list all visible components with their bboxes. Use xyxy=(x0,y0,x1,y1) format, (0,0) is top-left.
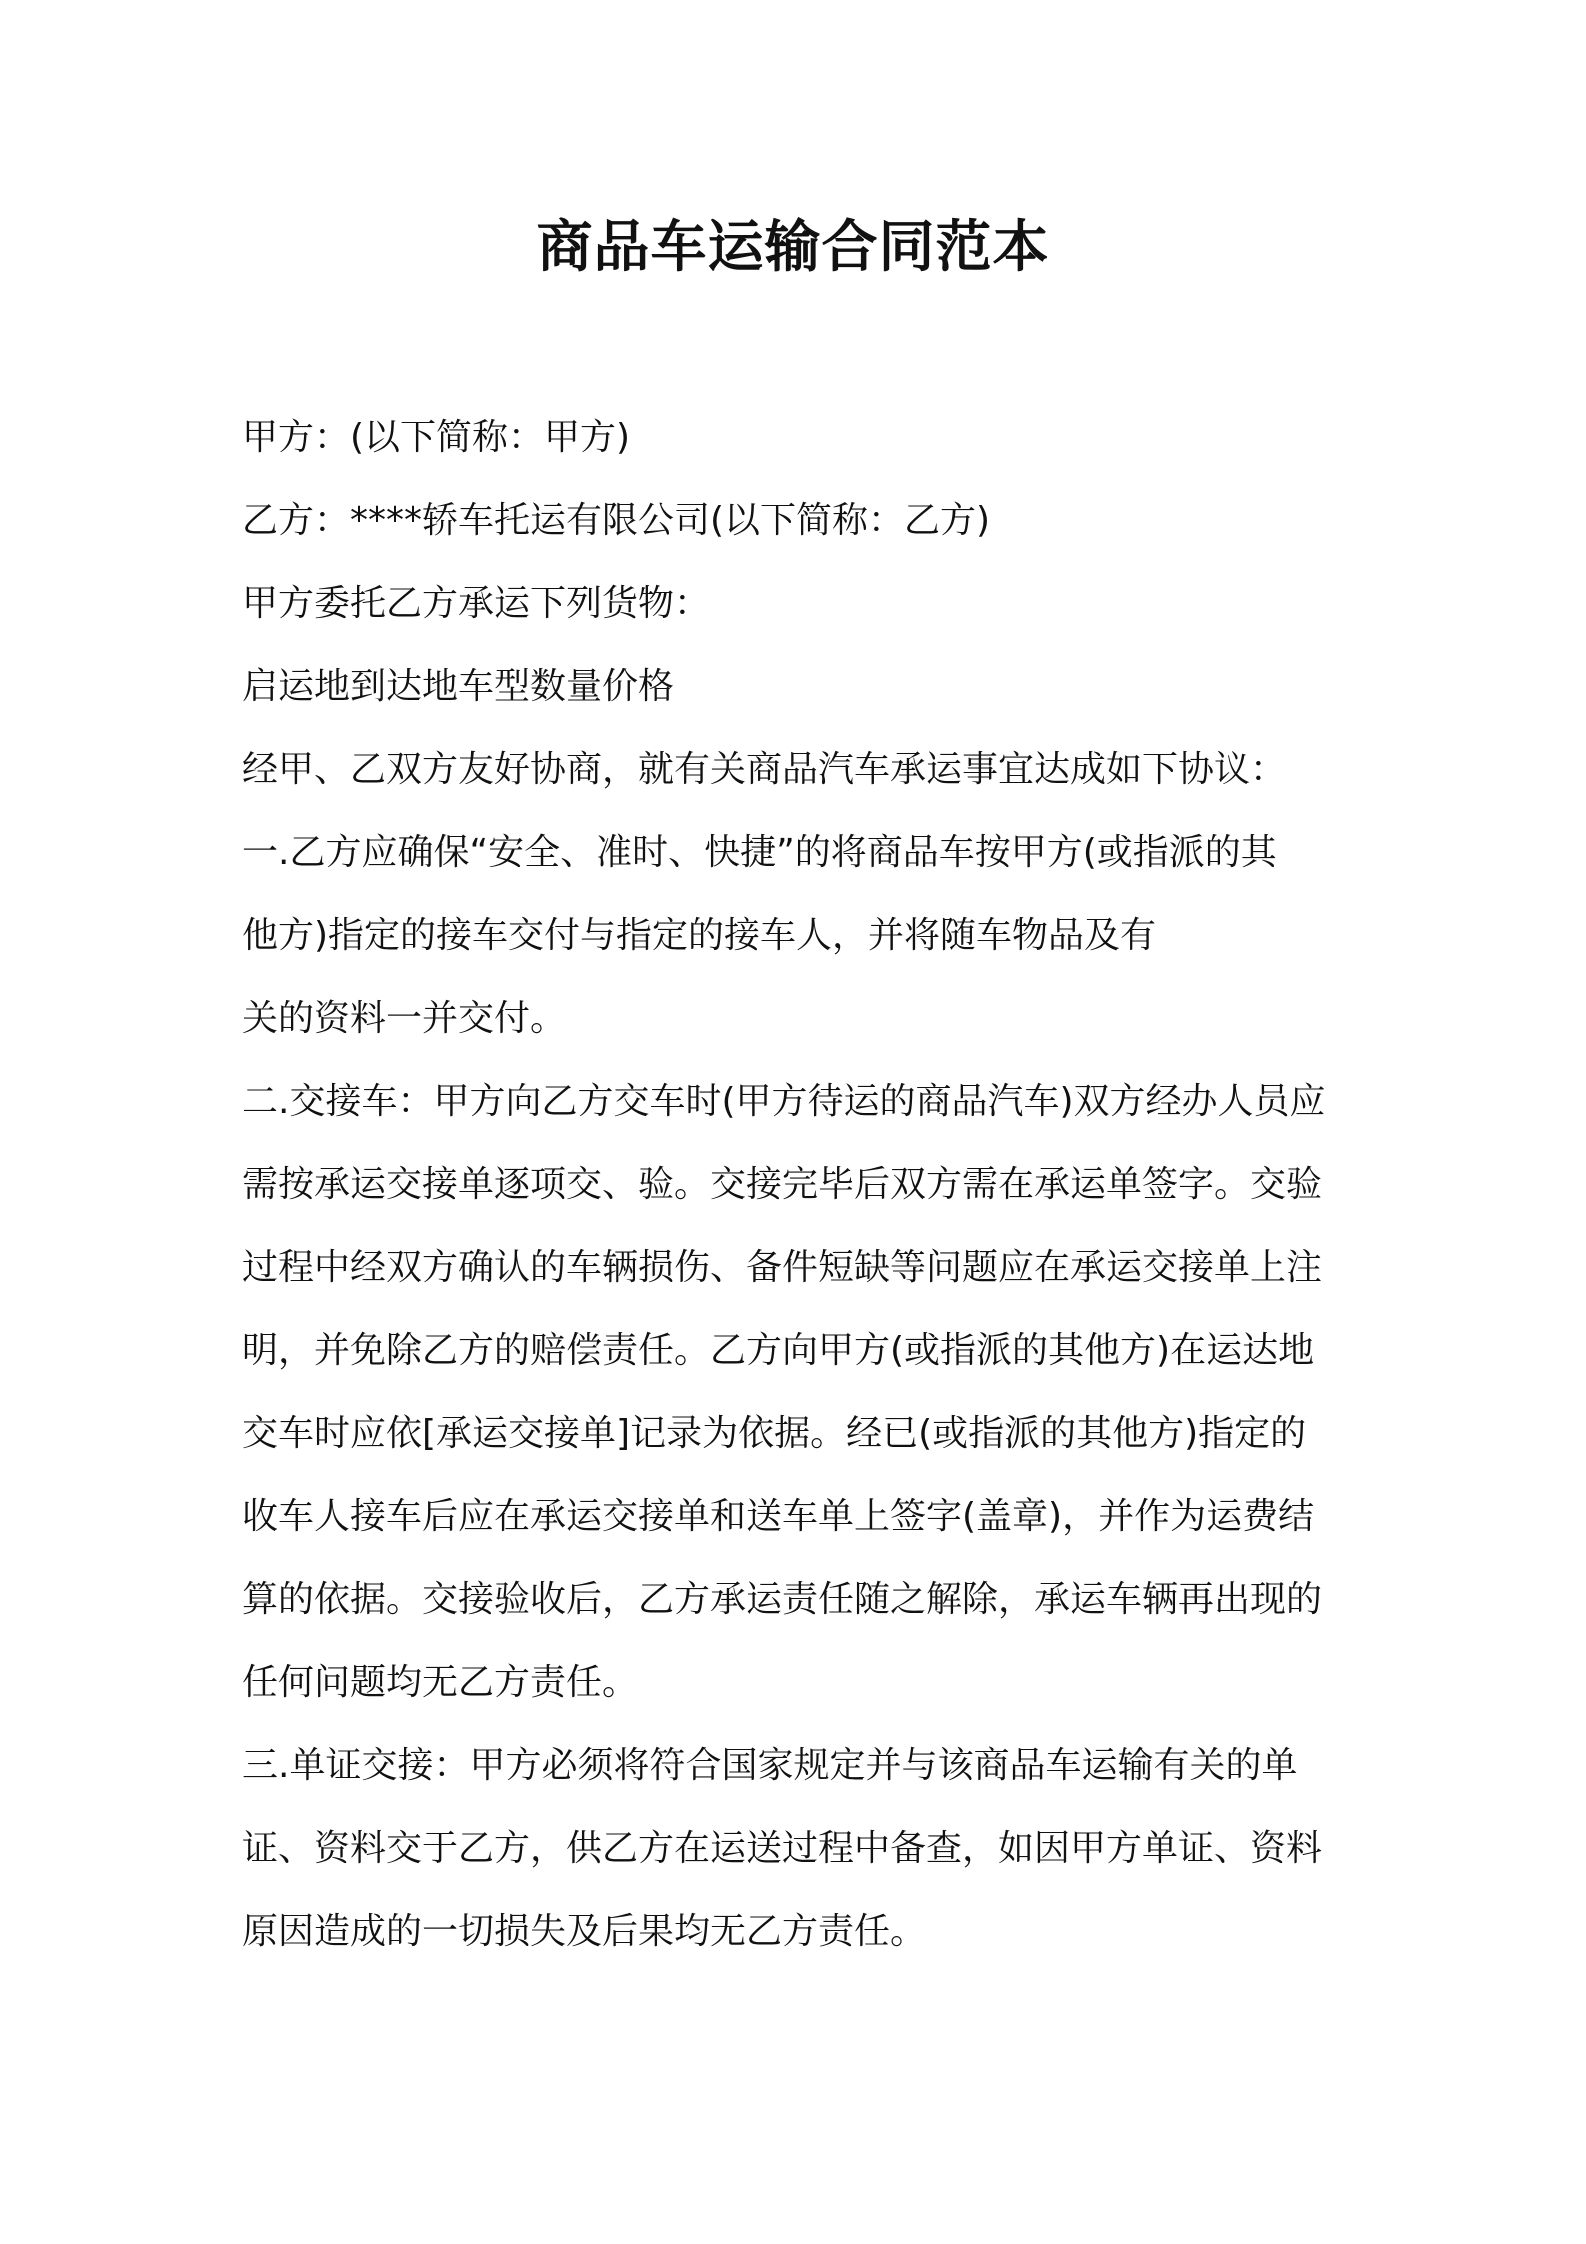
text-line-clause-1: 一.乙方应确保“安全、准时、快捷”的将商品车按甲方(或指派的其 xyxy=(242,832,1277,873)
text-line-cargo-header: 启运地到达地车型数量价格 xyxy=(242,666,675,707)
text-line-clause-2: 算的依据。交接验收后，乙方承运责任随之解除，承运车辆再出现的 xyxy=(242,1579,1323,1620)
text-line-agreement-intro: 经甲、乙双方友好协商，就有关商品汽车承运事宜达成如下协议： xyxy=(242,749,1287,790)
text-line-clause-3: 原因造成的一切损失及后果均无乙方责任。 xyxy=(242,1911,927,1952)
text-line-clause-1: 关的资料一并交付。 xyxy=(242,998,567,1039)
text-line-entrust: 甲方委托乙方承运下列货物： xyxy=(242,583,711,624)
text-line-clause-2: 任何问题均无乙方责任。 xyxy=(242,1662,639,1703)
text-line-clause-3: 证、资料交于乙方，供乙方在运送过程中备查，如因甲方单证、资料 xyxy=(242,1828,1323,1869)
text-line-clause-3: 三.单证交接：甲方必须将符合国家规定并与该商品车运输有关的单 xyxy=(242,1745,1298,1786)
text-line-party-a: 甲方：(以下简称：甲方) xyxy=(242,417,631,458)
text-line-clause-2: 过程中经双方确认的车辆损伤、备件短缺等问题应在承运交接单上注 xyxy=(242,1247,1323,1288)
text-line-clause-2: 明，并免除乙方的赔偿责任。乙方向甲方(或指派的其他方)在运达地 xyxy=(242,1330,1315,1371)
document-body xyxy=(242,396,1352,1973)
document-title: 商品车运输合同范本 xyxy=(536,215,1050,280)
text-line-clause-2: 交车时应依[承运交接单]记录为依据。经已(或指派的其他方)指定的 xyxy=(242,1413,1307,1454)
text-line-clause-2: 需按承运交接单逐项交、验。交接完毕后双方需在承运单签字。交验 xyxy=(242,1164,1323,1205)
text-line-clause-2: 二.交接车：甲方向乙方交车时(甲方待运的商品汽车)双方经办人员应 xyxy=(242,1081,1326,1122)
text-line-party-b: 乙方：****轿车托运有限公司(以下简称：乙方) xyxy=(242,500,991,541)
text-line-clause-2: 收车人接车后应在承运交接单和送车单上签字(盖章)，并作为运费结 xyxy=(242,1496,1315,1537)
text-line-clause-1: 他方)指定的接车交付与指定的接车人，并将随车物品及有 xyxy=(242,915,1157,956)
